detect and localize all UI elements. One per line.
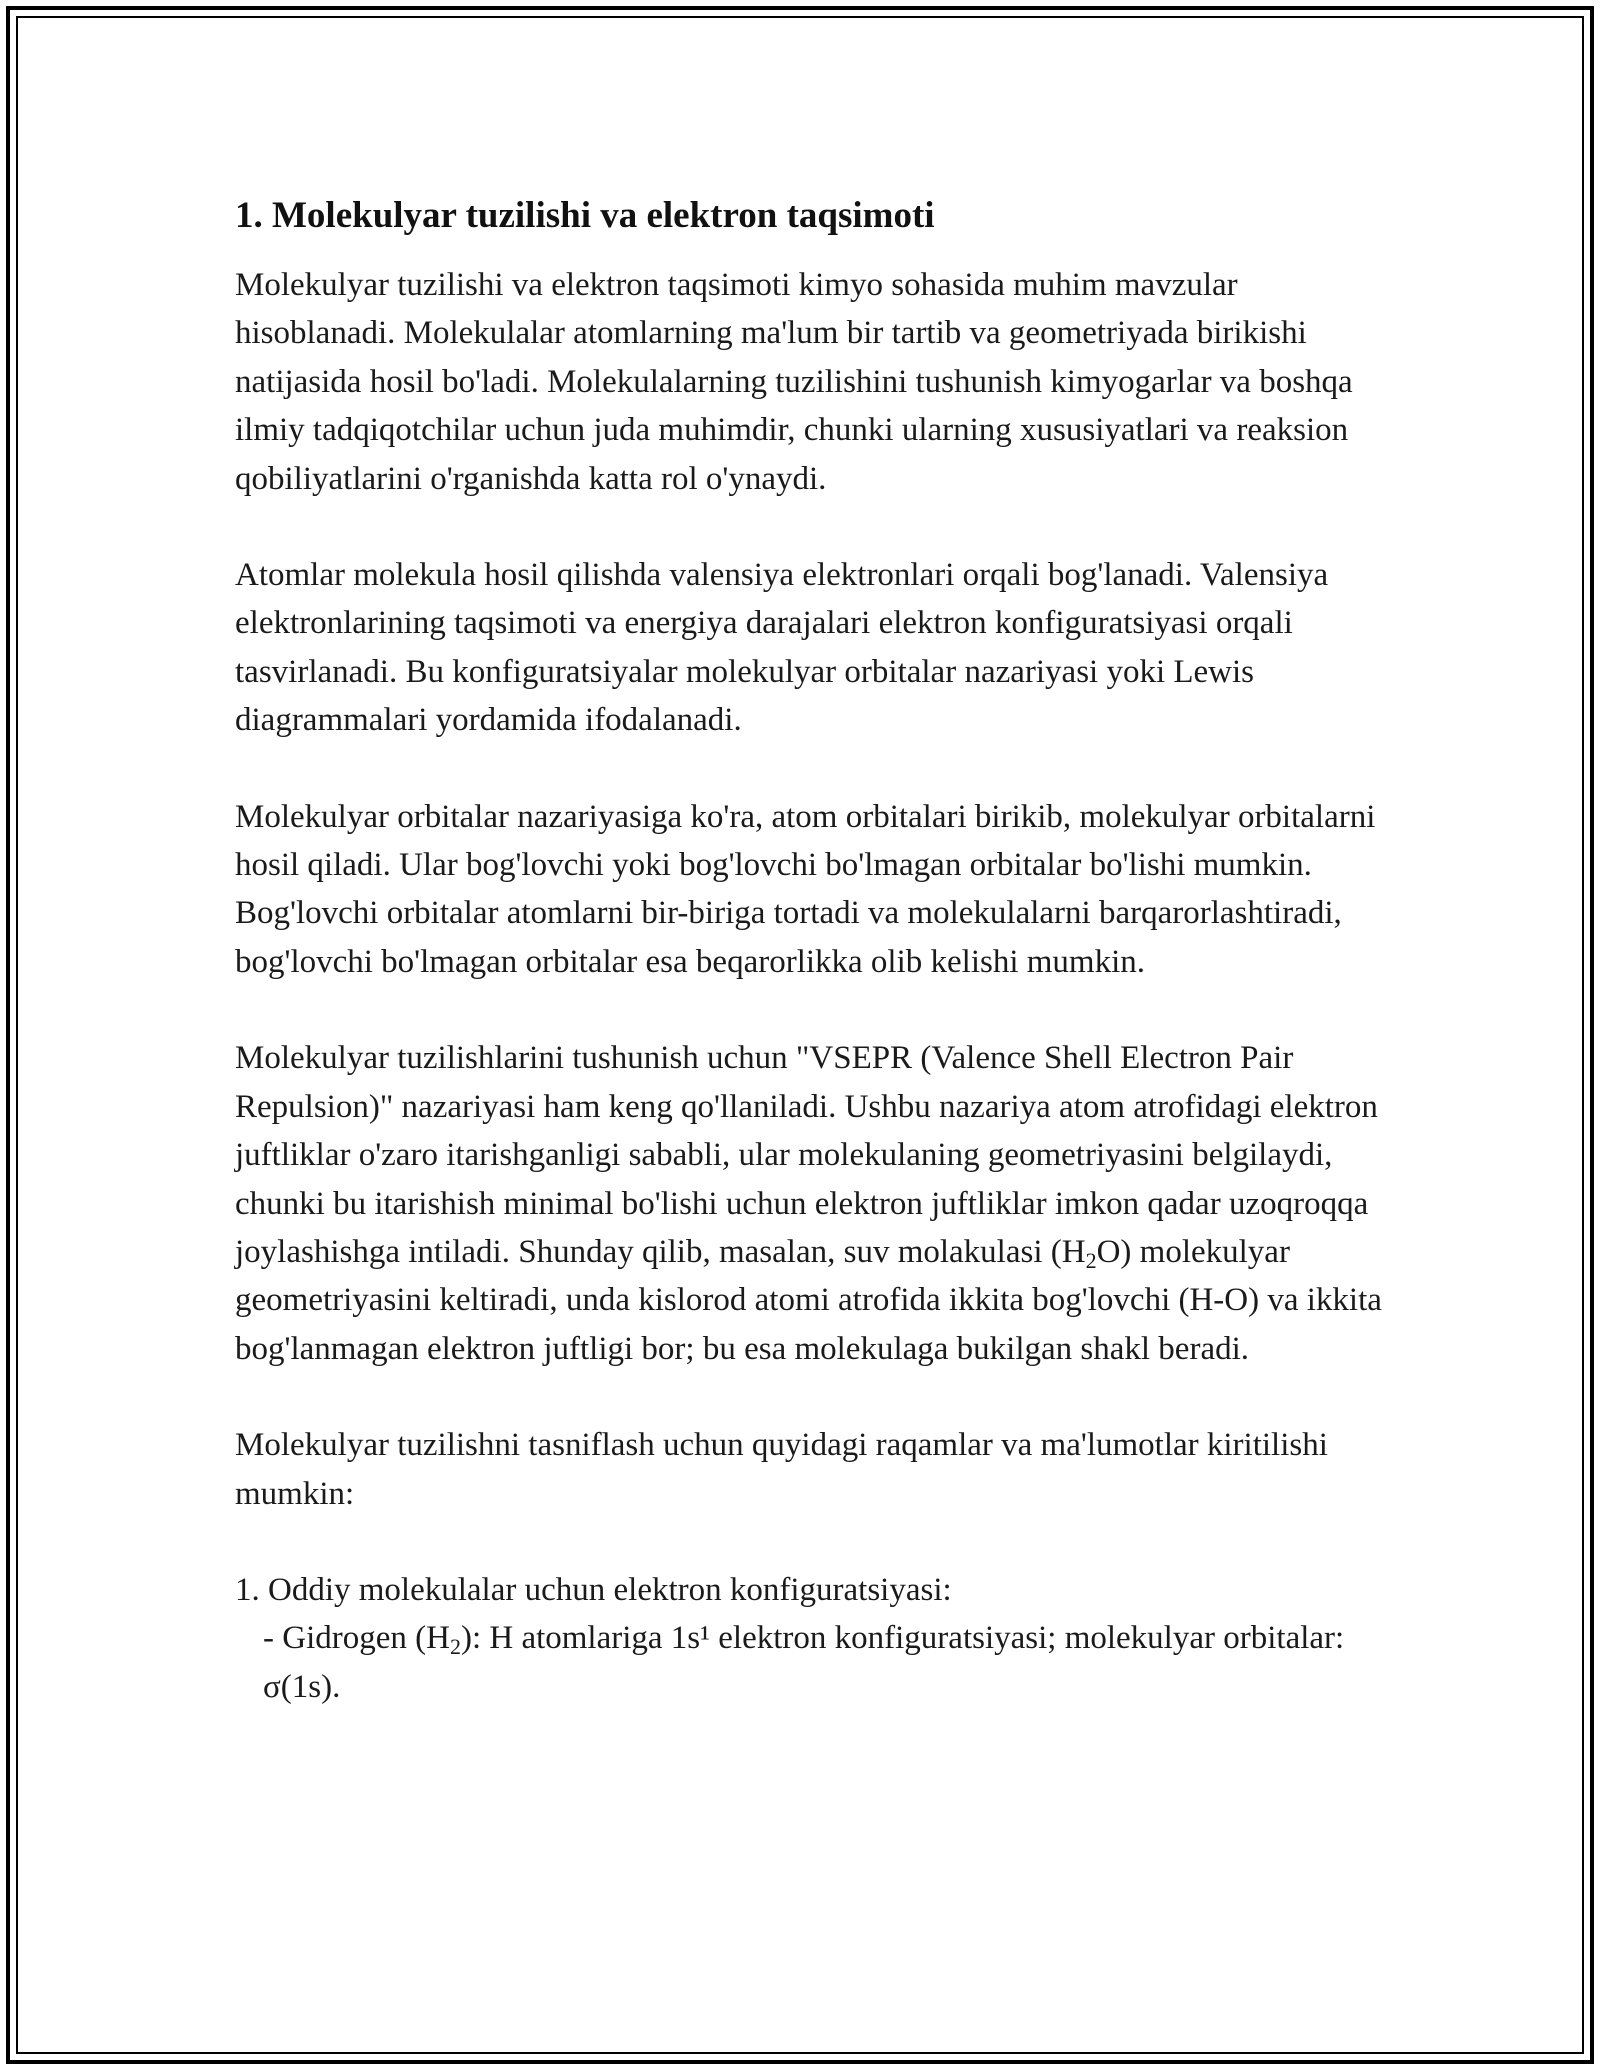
water-subscript: 2 <box>1085 1247 1097 1273</box>
document-body <box>235 185 1385 1711</box>
list-item-1: 1. Oddiy molekulalar uchun elektron konfiguratsiyasi: <box>235 1571 952 1608</box>
paragraph-classification: Molekulyar tuzilishni tasniflash uchun quyidagi raqamlar va ma'lumotlar kiritilishi mumkin: <box>235 1427 1328 1512</box>
paragraph-orbitals: Molekulyar orbitalar nazariyasiga ko'ra, atom orbitalari birikib, molekulyar orbitalarni hosil qiladi. Ular bog'lovchi yoki bog'lovchi bo'lmagan orbitalar bo'lishi mumkin. Bog'lovchi orbitalar atomlarni bir-biriga tortadi va molekulalarni barqarorlashtiradi, bog'lovchi bo'lmagan orbitalar esa beqarorlikka olib kelishi mumkin. <box>235 798 1376 980</box>
paragraph-intro: Molekulyar tuzilishi va elektron taqsimoti kimyo sohasida muhim mavzular hisoblanadi. Molekulalar atomlarning ma'lum bir tartib va geometriyada birikishi natijasida hosil bo'ladi. Molekulalarning tuzilishini tushunish kimyogarlar va boshqa ilmiy tadqiqotchilar uchun juda muhimdir, chunki ularning xususiyatlari va reaksion qobiliyatlarini o'rganishda katta rol o'ynaydi. <box>235 267 1353 497</box>
numbered-list <box>235 1566 1385 1711</box>
vsepr-text-end: O) molekulyar geometriyasini keltiradi, unda kislorod atomi atrofida ikkita bog'lovchi (H-O) va ikkita bog'lanmagan elektron juftligi bor; bu esa molekulaga bukilgan shakl beradi. <box>235 1233 1382 1367</box>
hydrogen-text-end: ): H atomlariga 1s¹ elektron konfiguratsiyasi; molekulyar orbitalar: σ(1s). <box>263 1620 1345 1705</box>
vsepr-text-start: Molekulyar tuzilishlarini tushunish uchun "VSEPR (Valence Shell Electron Pair Repulsion)" nazariyasi ham keng qo'llaniladi. Ushbu nazariya atom atrofidagi elektron juftliklar o'zaro itarishganligi sababli, ular molekulaning geometriyasini belgilaydi, chunki bu itarishish minimal bo'lishi uchun elektron juftliklar imkon qadar uzoqroqqa joylashishga intiladi. Shunday qilib, masalan, suv molakulasi (H <box>235 1040 1378 1270</box>
hydrogen-subscript: 2 <box>449 1634 461 1660</box>
paragraph-valence: Atomlar molekula hosil qilishda valensiya elektronlari orqali bog'lanadi. Valensiya elektronlarining taqsimoti va energiya darajalari elektron konfiguratsiyasi orqali tasvirlanadi. Bu konfiguratsiyalar molekulyar orbitalar nazariyasi yoki Lewis diagrammalari yordamida ifodalanadi. <box>235 557 1329 739</box>
list-subitem-hydrogen <box>235 1614 1385 1711</box>
paragraph-vsepr <box>235 1034 1385 1373</box>
section-heading: 1. Molekulyar tuzilishi va elektron taqsimoti <box>235 195 935 236</box>
hydrogen-text-start: - Gidrogen (H <box>263 1620 450 1657</box>
